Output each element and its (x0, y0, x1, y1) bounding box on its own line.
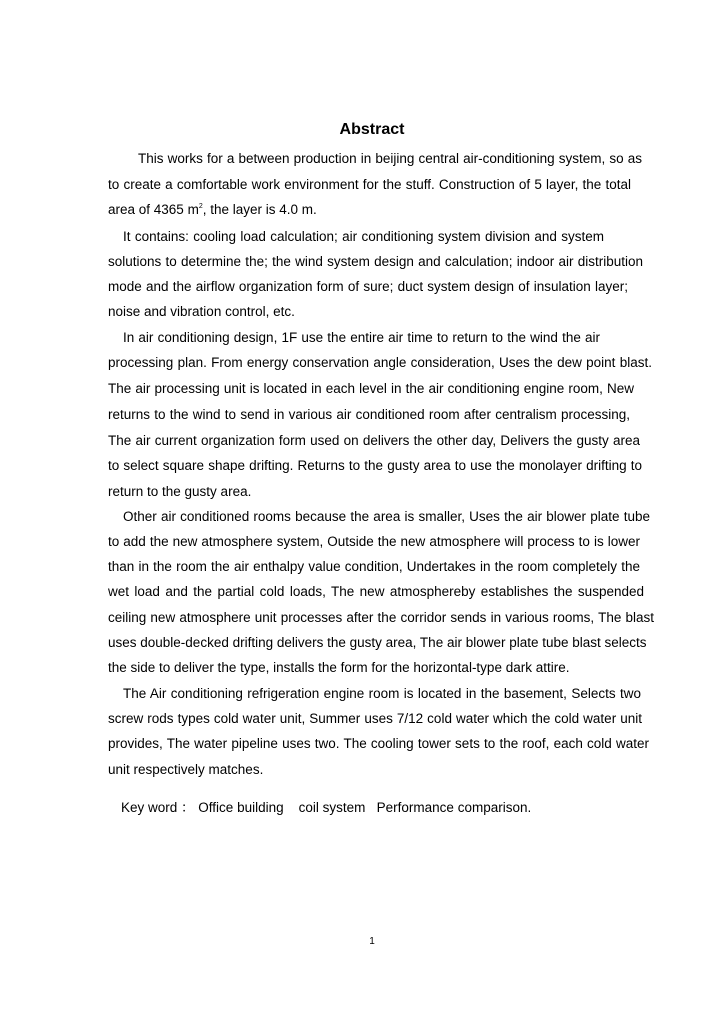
paragraph-4-line-4: wet load and the partial cold loads, The new atmosphereby establishes the suspended (108, 584, 644, 599)
keywords-line (121, 799, 531, 817)
abstract-title: Abstract (339, 121, 405, 138)
page-number: 1 (369, 936, 375, 947)
keyword-item: Office building (198, 800, 284, 815)
paragraph-1-line-3 (108, 201, 317, 219)
paragraph-3-line-2: processing plan. From energy conservation angle consideration, Uses the dew point blast. (108, 355, 652, 370)
paragraph-5-line-4: unit respectively matches. (108, 762, 264, 777)
paragraph-4-line-6: uses double-decked drifting delivers the gusty area, The air blower plate tube blast selects (108, 635, 647, 650)
paragraph-5-line-2: screw rods types cold water unit, Summer uses 7/12 cold water which the cold water unit (108, 711, 642, 726)
paragraph-4-line-1: Other air conditioned rooms because the area is smaller, Uses the air blower plate tube (123, 509, 650, 524)
paragraph-2-line-3: mode and the airflow organization form of sure; duct system design of insulation layer; (108, 279, 628, 294)
paragraph-3-line-1: In air conditioning design, 1F use the entire air time to return to the wind the air (123, 330, 600, 345)
area-prefix: area of 4365 m (108, 202, 199, 217)
area-suffix: , the layer is 4.0 m. (202, 202, 317, 217)
paragraph-2-line-2: solutions to determine the; the wind system design and calculation; indoor air distribution (108, 254, 643, 269)
paragraph-3-line-7: return to the gusty area. (108, 484, 252, 499)
paragraph-1-line-1: This works for a between production in beijing central air-conditioning system, so as (138, 151, 642, 166)
paragraph-4-line-5: ceiling new atmosphere unit processes after the corridor sends in various rooms, The blast (108, 610, 654, 625)
paragraph-1-line-2: to create a comfortable work environment for the stuff. Construction of 5 layer, the total (108, 177, 631, 192)
paragraph-4-line-3: than in the room the air enthalpy value condition, Undertakes in the room completely the (108, 559, 640, 574)
paragraph-3-line-5: The air current organization form used on delivers the other day, Delivers the gusty area (108, 433, 640, 448)
paragraph-2-line-4: noise and vibration control, etc. (108, 304, 295, 319)
paragraph-3-line-4: returns to the wind to send in various air conditioned room after centralism processing, (108, 407, 630, 422)
paragraph-5-line-1: The Air conditioning refrigeration engine room is located in the basement, Selects two (123, 686, 641, 701)
keyword-item: coil system (298, 800, 366, 815)
paragraph-3-line-6: to select square shape drifting. Returns to the gusty area to use the monolayer drifting to (108, 458, 642, 473)
keyword-label: Key word ： (121, 800, 195, 815)
keyword-item: Performance comparison. (376, 800, 532, 815)
area-superscript: 2 (198, 203, 203, 210)
paragraph-4-line-2: to add the new atmosphere system, Outside the new atmosphere will process to is lower (108, 534, 640, 549)
paragraph-2-line-1: It contains: cooling load calculation; air conditioning system division and system (123, 229, 604, 244)
paragraph-3-line-3: The air processing unit is located in each level in the air conditioning engine room, New (108, 381, 634, 396)
paragraph-5-line-3: provides, The water pipeline uses two. The cooling tower sets to the roof, each cold water (108, 736, 649, 751)
paragraph-4-line-7: the side to deliver the type, installs the form for the horizontal-type dark attire. (108, 660, 570, 675)
